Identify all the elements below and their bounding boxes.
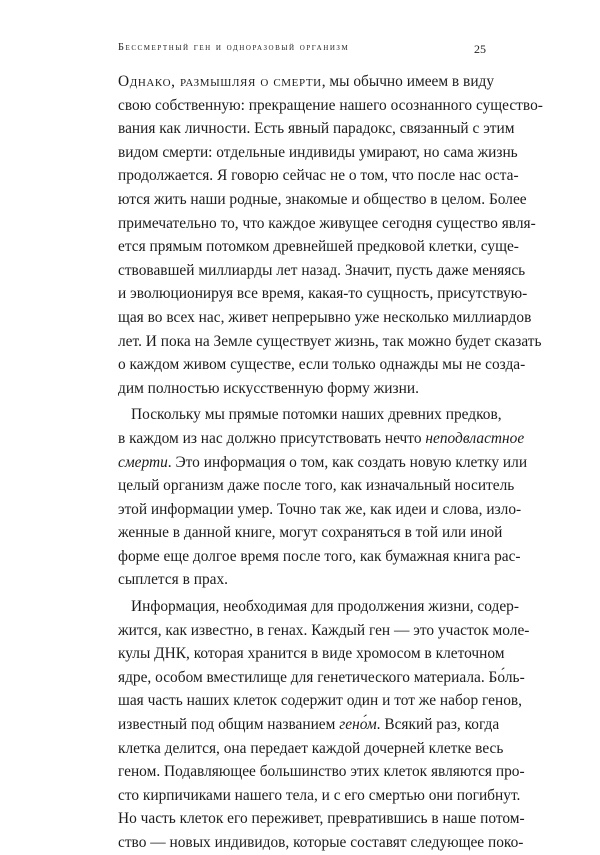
text-line: о каждом живом существе, если только однажды мы не созда- [118, 356, 526, 374]
text-line [118, 70, 495, 94]
text-line: лет. И пока на Земле существует жизнь, так можно будет сказать [118, 332, 542, 350]
paragraph-3 [118, 595, 530, 855]
text-line: щая во всех нас, живет непрерывно уже несколько миллиардов [118, 308, 532, 326]
text-line: свою собственную: прекращение нашего осознанного существо- [118, 96, 543, 114]
text-line: жится, как известно, в генах. Каждый ген — это участок моле- [118, 621, 530, 639]
text-line: геном. Подавляющее большинство этих клеток являются про- [118, 763, 525, 781]
emphasis-text: гено́м [339, 716, 377, 734]
text-line: клетка делится, она передает каждой дочерней клетке весь [118, 739, 504, 757]
text-line: ствовавшей миллиарды лет назад. Значит, пусть даже меняясь [118, 261, 526, 279]
text-line: целый организм даже после того, как изначальный носитель [118, 477, 515, 495]
text-line: сыплется в прах. [118, 571, 229, 589]
lead-in-small-caps: Однако, размышляя о смерти [118, 73, 322, 90]
text-line: и эволюционируя все время, какая-то сущность, присутствую- [118, 285, 528, 303]
body-text [118, 70, 543, 855]
text-run: в каждом из нас должно присутствовать нечто [118, 429, 426, 447]
text-line: шая часть наших клеток содержит один и тот же набор генов, [118, 692, 523, 710]
text-run: известный под общим названием [118, 716, 340, 734]
text-line: ство — новых индивидов, которые составят следующее поко- [118, 834, 524, 851]
text-line: этой информации умер. Точно так же, как идеи и слова, изло- [118, 500, 522, 518]
emphasis-text: смерти [118, 453, 168, 471]
running-head-title: Бессмертный ген и одноразовый организм [118, 42, 350, 53]
text-line: примечательно то, что каждое живущее сегодня существо явля- [118, 214, 536, 232]
paragraph-2 [118, 403, 528, 592]
text-line [118, 427, 525, 451]
text-run: . Это информация о том, как создать новую клетку или [167, 453, 528, 471]
text-run: . Всякий раз, когда [376, 716, 500, 734]
text-line: ется прямым потомком древнейшей предковой клетки, суще- [118, 238, 519, 256]
text-line: женные в данной книге, могут сохраняться в той или иной [118, 524, 503, 542]
paragraph-1 [118, 70, 543, 400]
text-line: Но часть клеток его переживет, превратившись в наше потом- [118, 810, 525, 828]
text-line: ются жить наши родные, знакомые и общество в целом. Более [118, 190, 527, 208]
text-line: вания как личности. Есть явный парадокс, связанный с этим [118, 120, 515, 138]
text-line [118, 713, 500, 737]
text-line: сто кирпичиками нашего тела, и с его смертью они погибнут. [118, 786, 521, 804]
text-line: Поскольку мы прямые потомки наших древних предков, [131, 406, 502, 424]
text-line: ядре, особом вместилище для генетического материала. Бо́ль- [118, 668, 525, 686]
page-number: 25 [474, 42, 486, 56]
text-run: , мы обычно имеем в виду [321, 73, 495, 90]
emphasis-text: неподвластное [425, 429, 525, 447]
text-line: видом смерти: отдельные индивиды умирают, но сама жизнь [118, 143, 518, 161]
text-line: форме еще долгое время после того, как бумажная книга рас- [118, 547, 521, 565]
text-line: Информация, необходимая для продолжения жизни, содер- [131, 598, 519, 616]
text-line [118, 451, 528, 475]
text-line: кулы ДНК, которая хранится в виде хромосом в клеточном [118, 645, 505, 663]
text-line: дим полностью искусственную форму жизни. [118, 379, 419, 397]
text-line: продолжается. Я говорю сейчас не о том, что после нас оста- [118, 167, 519, 185]
